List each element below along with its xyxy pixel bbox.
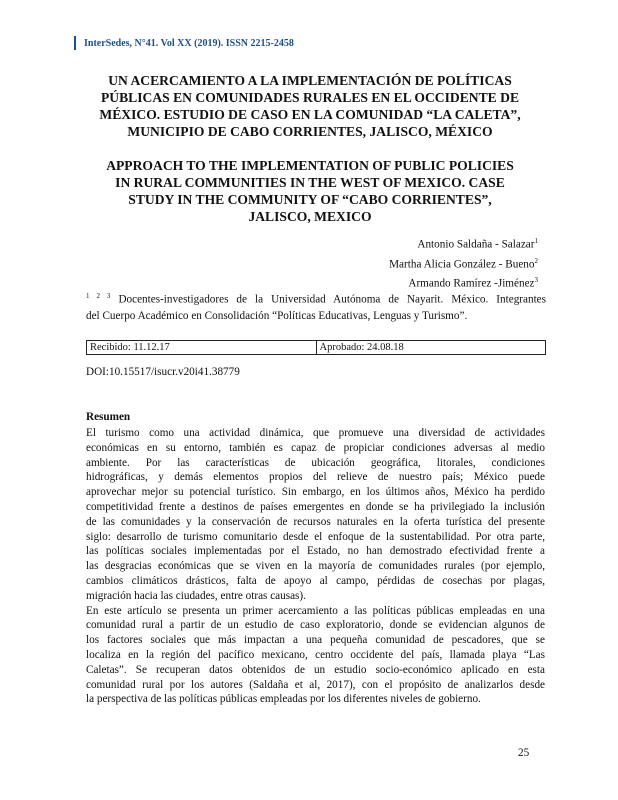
- abstract-line: aprovechar mejor su potencial turístico. Sin embargo, en los últimos años, México ha perdido: [86, 486, 545, 499]
- journal-citation: InterSedes, N°41. Vol XX (2019). ISSN 2215-2458: [84, 37, 294, 49]
- author-list: [389, 233, 538, 292]
- received-date: Recibido: 11.12.17: [90, 342, 170, 353]
- abstract-line: migración hacia las ciudades, entre otras causas).: [86, 589, 306, 602]
- abstract-line: las políticas sociales implementadas por el Estado, no han demostrado efectividad frente a: [86, 545, 545, 558]
- abstract-line: Caletas”. Se recuperan datos obtenidos de un estudio socio-económico aplicado en esta: [86, 663, 545, 676]
- title-es-line: MUNICIPIO DE CABO CORRIENTES, JALISCO, MÉXICO: [127, 124, 493, 139]
- dates-table: [86, 340, 546, 355]
- title-en-line: JALISCO, MEXICO: [248, 209, 372, 224]
- abstract-line: cambios climáticos drásticos, falta de apoyo al campo, pérdidas de cosechas por plagas,: [86, 574, 545, 587]
- author: Armando Ramírez -Jiménez$^3$: [408, 276, 538, 291]
- abstract-line: siglo: desarrollo de turismo comunitario desde el enfoque de la sustentabilidad. Por otra parte,: [86, 530, 545, 543]
- abstract-line: de las comunidades y la conservación de recursos naturales en la oferta turística del presente: [86, 515, 545, 528]
- abstract-line: los factores sociales que más impactan a una pequeña comunidad de pescadores, que se: [86, 634, 545, 647]
- approved-date: Aprobado: 24.08.18: [316, 341, 546, 354]
- affiliation-line: $^{1 2 3}$ Docentes-investigadores de la Universidad Autónoma de Nayarit. México. Integrantes: [86, 292, 547, 306]
- abstract-line: localiza en la región del pacífico mexicano, centro occidente del país, llamada playa “Las: [86, 648, 545, 661]
- abstract-line: ambiente. Por las características de ubicación geográfica, litorales, condiciones: [86, 456, 545, 469]
- abstract-line: comunidad rural a partir de un estudio de caso exploratorio, donde se evidencian algunos de: [86, 619, 545, 632]
- title-english: [86, 157, 534, 225]
- author: Martha Alicia González - Bueno$^2$: [389, 256, 538, 271]
- author: Antonio Saldaña - Salazar$^1$: [417, 237, 538, 251]
- abstract-line: hidrográficas, y demás elementos propios del relieve de nuestro país; México puede: [86, 471, 545, 484]
- doi: DOI:10.15517/isucr.v20i41.38779: [86, 366, 240, 378]
- journal-header: [74, 36, 294, 50]
- abstract-line: la perspectiva de las políticas públicas empleadas por los diferentes niveles de gobierno.: [86, 693, 481, 706]
- affiliation-note: [86, 288, 546, 324]
- abstract-line: las desgracias económicas que se viven en la mayoría de comunidades rurales (por ejemplo,: [86, 560, 545, 573]
- title-es-line: PÚBLICAS EN COMUNIDADES RURALES EN EL OCCIDENTE DE: [100, 90, 520, 105]
- page-number: 25: [518, 747, 530, 759]
- abstract-line: El turismo como una actividad dinámica, que promueve una diversidad de actividades: [86, 427, 545, 439]
- title-es-line: UN ACERCAMIENTO A LA IMPLEMENTACIÓN DE POLÍTICAS: [108, 73, 512, 88]
- title-en-line: STUDY IN THE COMMUNITY OF “CABO CORRIENTES”,: [128, 192, 492, 207]
- abstract-line: comunidad rural por los autores (Saldaña et al, 2017), con el propósito de analizarlos desde: [86, 678, 545, 691]
- title-es-line: MÉXICO. ESTUDIO DE CASO EN LA COMUNIDAD “LA CALETA”,: [99, 107, 521, 122]
- abstract-line: económicas en su entorno, también es capaz de propiciar condiciones adversas al medio: [86, 441, 545, 454]
- abstract-line: En este artículo se presenta un primer acercamiento a las políticas públicas empleadas en una: [86, 604, 545, 617]
- affiliation-line: del Cuerpo Académico en Consolidación “Políticas Educativas, Lenguas y Turismo”.: [86, 309, 468, 322]
- abstract-heading: Resumen: [86, 411, 131, 423]
- title-spanish: [86, 72, 534, 140]
- abstract-line: competitividad frente a destinos de países emergentes en donde se ha privilegiado la inclusión: [86, 500, 545, 513]
- abstract-body: [86, 426, 545, 707]
- title-en-line: IN RURAL COMMUNITIES IN THE WEST OF MEXICO. CASE: [115, 175, 505, 190]
- header-accent-bar: [74, 36, 76, 50]
- title-en-line: APPROACH TO THE IMPLEMENTATION OF PUBLIC POLICIES: [106, 158, 514, 173]
